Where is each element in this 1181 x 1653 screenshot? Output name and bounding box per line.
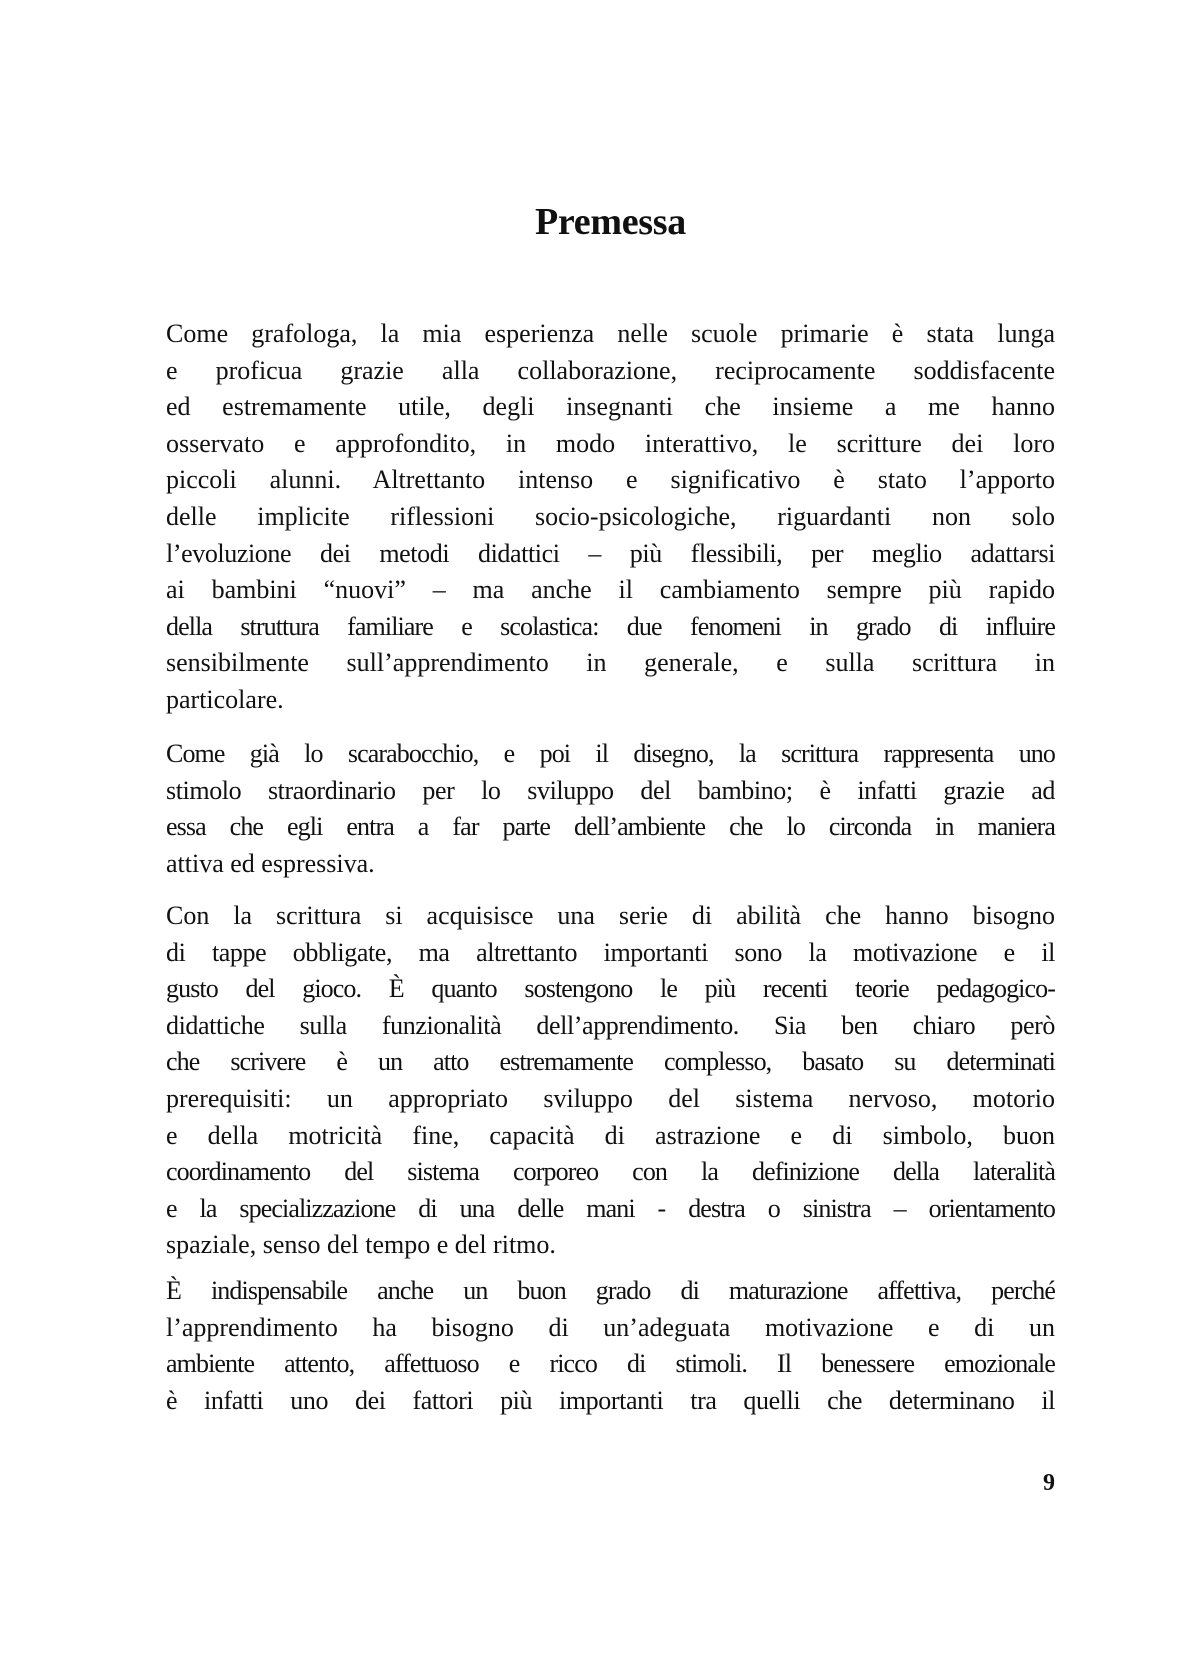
text-line: l’apprendimento ha bisogno di un’adeguata motivazione e di un (166, 1312, 1055, 1342)
text-line: della struttura familiare e scolastica: due fenomeni in grado di influire (166, 611, 1055, 641)
text-line: e della motricità fine, capacità di astrazione e di simbolo, buon (166, 1120, 1055, 1150)
text-line: di tappe obbligate, ma altrettanto importanti sono la motivazione e il (166, 937, 1055, 967)
text-line: spaziale, senso del tempo e del ritmo. (166, 1230, 556, 1260)
text-line: stimolo straordinario per lo sviluppo del bambino; è infatti grazie ad (166, 775, 1055, 805)
paragraph-1 (166, 316, 1055, 719)
paragraph-4 (166, 1273, 1055, 1419)
text-line: e proficua grazie alla collaborazione, reciprocamente soddisfacente (166, 355, 1055, 385)
text-line: e la specializzazione di una delle mani - destra o sinistra – orientamento (166, 1193, 1055, 1223)
text-line: coordinamento del sistema corporeo con la definizione della lateralità (166, 1157, 1055, 1187)
text-line: Come già lo scarabocchio, e poi il disegno, la scrittura rappresenta uno (166, 739, 1055, 768)
text-line: didattiche sulla funzionalità dell’apprendimento. Sia ben chiaro però (166, 1010, 1055, 1040)
text-line: che scrivere è un atto estremamente complesso, basato su determinati (166, 1047, 1055, 1077)
text-line: ed estremamente utile, degli insegnanti che insieme a me hanno (166, 392, 1055, 422)
text-line: gusto del gioco. È quanto sostengono le più recenti teorie pedagogico- (166, 974, 1055, 1004)
text-line: l’evoluzione dei metodi didattici – più flessibili, per meglio adattarsi (166, 538, 1055, 568)
text-line: essa che egli entra a far parte dell’ambiente che lo circonda in maniera (166, 812, 1055, 842)
page-number: 9 (1043, 1470, 1055, 1496)
text-line: ai bambini “nuovi” – ma anche il cambiamento sempre più rapido (166, 575, 1055, 605)
text-line: È indispensabile anche un buon grado di maturazione affettiva, perché (166, 1276, 1055, 1305)
paragraph-3 (166, 898, 1055, 1264)
text-line: prerequisiti: un appropriato sviluppo del sistema nervoso, motorio (166, 1083, 1055, 1113)
text-line: piccoli alunni. Altrettanto intenso e significativo è stato l’apporto (166, 465, 1055, 495)
text-line: delle implicite riflessioni socio-psicologiche, riguardanti non solo (166, 501, 1055, 531)
text-line: sensibilmente sull’apprendimento in generale, e sulla scrittura in (166, 648, 1055, 678)
text-line: particolare. (166, 684, 284, 714)
text-line: osservato e approfondito, in modo interattivo, le scritture dei loro (166, 428, 1055, 458)
text-line: Come grafologa, la mia esperienza nelle scuole primarie è stata lunga (166, 319, 1055, 348)
text-line: è infatti uno dei fattori più importanti tra quelli che determinano il (166, 1385, 1055, 1415)
text-line: Con la scrittura si acquisisce una serie di abilità che hanno bisogno (166, 901, 1055, 930)
paragraph-2 (166, 736, 1055, 882)
page-title: Premessa (535, 201, 686, 243)
text-line: ambiente attento, affettuoso e ricco di stimoli. Il benessere emozionale (166, 1349, 1055, 1379)
text-line: attiva ed espressiva. (166, 848, 375, 878)
